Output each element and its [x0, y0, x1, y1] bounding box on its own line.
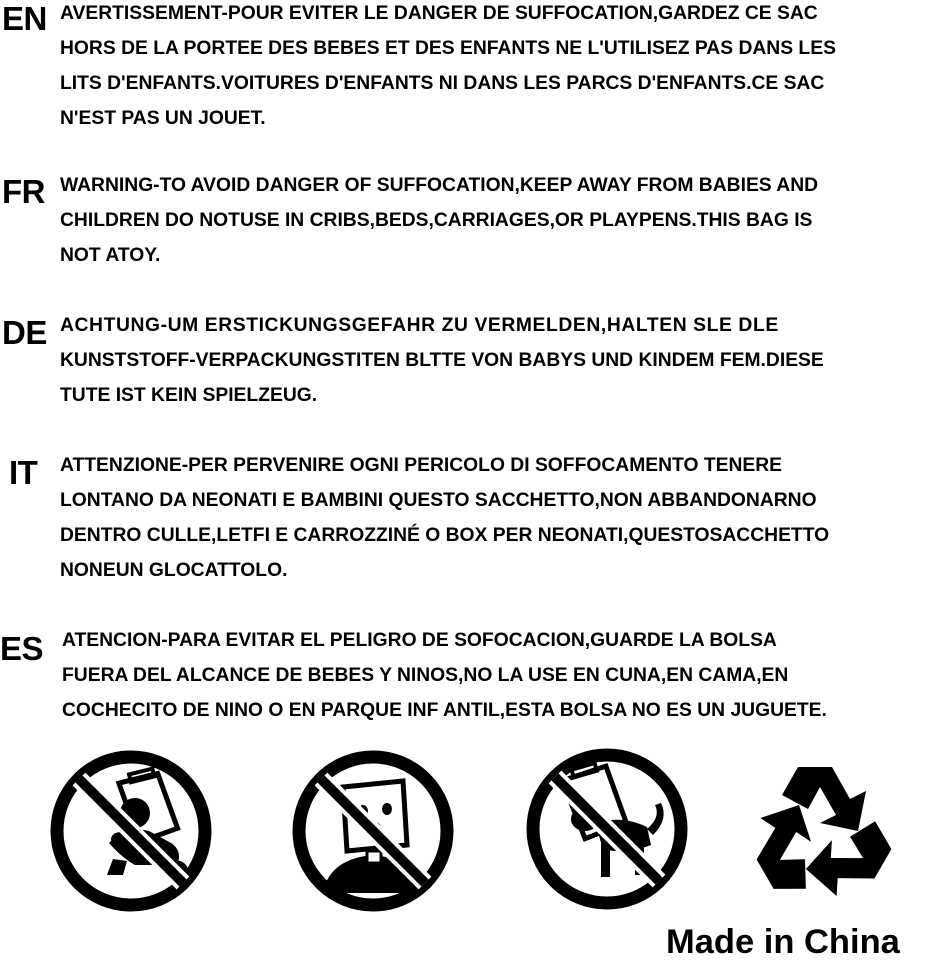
language-code: FR	[2, 173, 45, 210]
warning-text	[60, 308, 934, 413]
warning-line: ATENCION-PARA EVITAR EL PELIGRO DE SOFOCACION,GUARDE LA BOLSA	[62, 630, 777, 651]
warning-line: LONTANO DA NEONATI E BAMBINI QUESTO SACCHETTO,NON ABBANDONARNO	[60, 490, 817, 511]
no-baby-bag-icon	[47, 747, 215, 915]
warning-line: ACHTUNG-UM ERSTICKUNGSGEFAHR ZU VERMELDEN,HALTEN SLE DLE	[60, 315, 779, 336]
warning-line: FUERA DEL ALCANCE DE BEBES Y NINOS,NO LA USE EN CUNA,EN CAMA,EN	[62, 665, 789, 686]
no-pet-bag-icon	[523, 745, 691, 913]
warning-line: HORS DE LA PORTEE DES BEBES ET DES ENFANTS NE L'UTILISEZ PAS DANS LES	[60, 38, 836, 59]
recycle-icon	[746, 753, 896, 903]
language-code: DE	[2, 314, 47, 351]
warning-text	[60, 448, 934, 588]
warning-line: WARNING-TO AVOID DANGER OF SUFFOCATION,KEEP AWAY FROM BABIES AND	[60, 175, 819, 196]
warning-line: NONEUN GLOCATTOLO.	[60, 560, 288, 581]
warning-line: COCHECITO DE NINO O EN PARQUE INF ANTIL,ESTA BOLSA NO ES UN JUGUETE.	[62, 700, 827, 721]
warning-line: NOT ATOY.	[60, 245, 161, 266]
warning-line: DENTRO CULLE,LETFI E CARROZZINÉ O BOX PER NEONATI,QUESTOSACCHETTO	[60, 525, 830, 546]
warning-line: TUTE IST KEIN SPIELZEUG.	[60, 385, 318, 406]
language-code: EN	[2, 0, 47, 37]
warning-line: KUNSTSTOFF-VERPACKUNGSTITEN BLTTE VON BABYS UND KINDEM FEM.DIESE	[60, 350, 824, 371]
warning-line: AVERTISSEMENT-POUR EVITER LE DANGER DE SUFFOCATION,GARDEZ CE SAC	[60, 3, 818, 24]
warning-line: LITS D'ENFANTS.VOITURES D'ENFANTS NI DANS LES PARCS D'ENFANTS.CE SAC	[60, 73, 825, 94]
warning-text	[60, 0, 934, 136]
warning-line: CHILDREN DO NOTUSE IN CRIBS,BEDS,CARRIAGES,OR PLAYPENS.THIS BAG IS	[60, 210, 813, 231]
warning-line: ATTENZIONE-PER PERVENIRE OGNI PERICOLO DI SOFFOCAMENTO TENERE	[60, 455, 783, 476]
made-in-label: Made in China	[666, 923, 900, 961]
no-bag-over-head-icon	[289, 747, 457, 915]
warning-text	[62, 623, 936, 728]
language-code: IT	[9, 454, 38, 491]
warning-line: N'EST PAS UN JOUET.	[60, 108, 266, 129]
warning-text	[60, 168, 934, 273]
language-code: ES	[0, 630, 44, 667]
